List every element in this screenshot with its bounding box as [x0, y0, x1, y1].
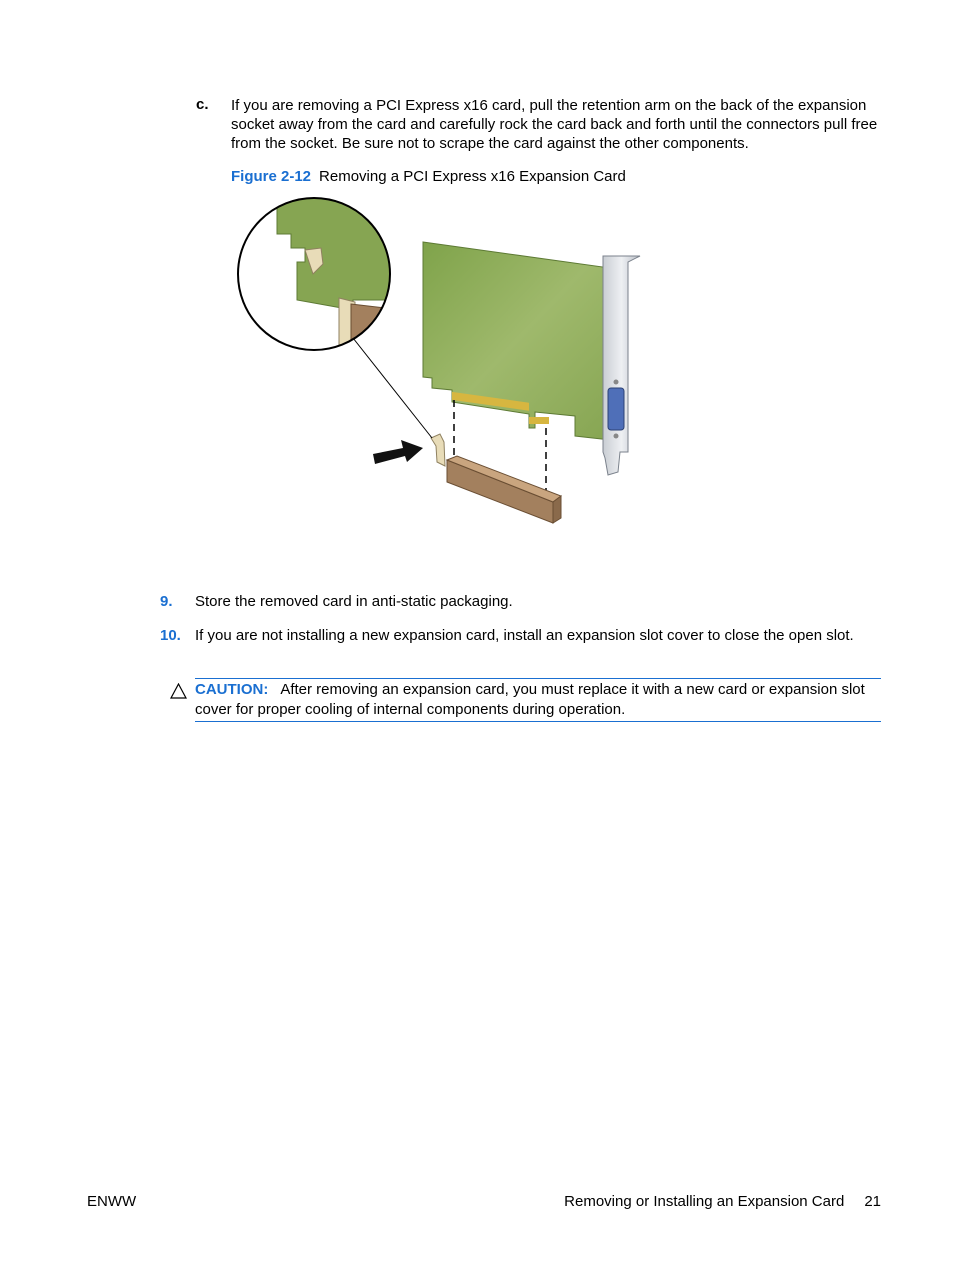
vga-connector: [608, 388, 624, 430]
footer-section-title: Removing or Installing an Expansion Card: [564, 1193, 845, 1210]
expansion-card: [423, 242, 610, 440]
caution-label: CAUTION:: [195, 681, 269, 698]
zoom-detail: [225, 190, 425, 390]
metal-bracket: [603, 256, 640, 475]
step-c-text: If you are removing a PCI Express x16 card, pull the retention arm on the back of the expansion socket away from the card and carefully rock the card back and forth until the connectors pull free from the socket. Be sure not to scrape the card against the other components.: [231, 97, 878, 152]
footer-right: [564, 1193, 881, 1210]
step-c-marker: c.: [196, 96, 209, 113]
caution-text: After removing an expansion card, you must replace it with a new card or expansion slot cover for proper cooling of internal components during operation.: [195, 681, 865, 718]
page-number: 21: [864, 1193, 881, 1210]
step-number: 10.: [160, 627, 181, 644]
push-arrow: [373, 440, 423, 464]
step-text: If you are not installing a new expansion card, install an expansion slot cover to close the open slot.: [195, 627, 854, 644]
figure-title: Removing a PCI Express x16 Expansion Card: [319, 168, 626, 185]
step-text: Store the removed card in anti-static packaging.: [195, 593, 513, 610]
figure-caption: [231, 168, 626, 185]
expansion-card-illustration: [225, 190, 655, 535]
figure-number: Figure 2-12: [231, 168, 312, 185]
step-number: 9.: [160, 593, 173, 610]
caution-triangle-icon: [170, 683, 187, 699]
retention-arm: [431, 434, 445, 466]
footer-left: ENWW: [87, 1193, 137, 1210]
caution-box: [195, 678, 881, 722]
